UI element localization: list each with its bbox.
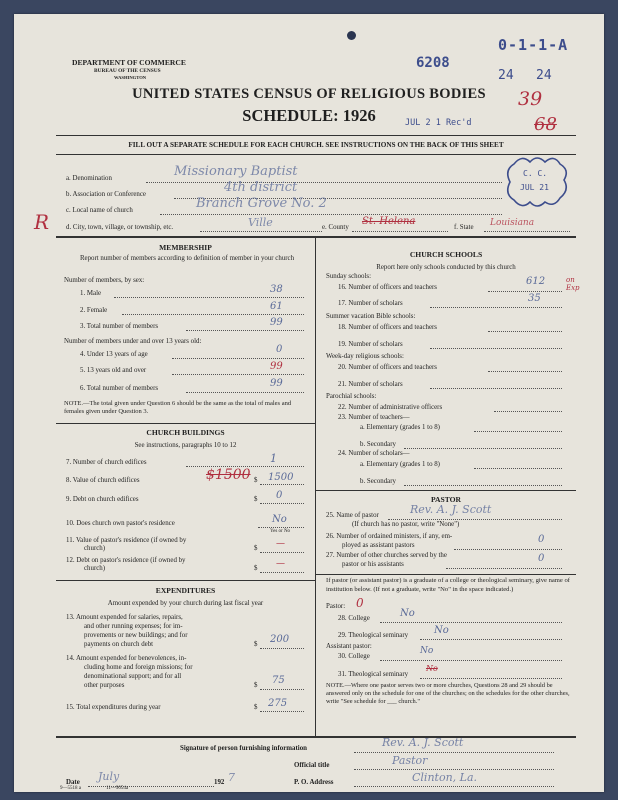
q17-label: 17. Number of scholars (338, 300, 403, 307)
form-number-2: 11—9054a (106, 786, 129, 791)
q12-label-b: church) (84, 565, 106, 572)
local-name-value: Branch Grove No. 2 (196, 196, 327, 211)
rule-top (56, 135, 576, 136)
q25-note: (If church has no pastor, write "None") (352, 521, 460, 528)
q24b-label: b. Secondary (360, 478, 396, 485)
official-title-line (354, 769, 554, 770)
county-value: St. Helena (362, 216, 416, 227)
rule-table-bottom (56, 736, 576, 738)
q12-line (260, 572, 304, 573)
q8-dollar: $ (254, 477, 258, 484)
q20-label: 20. Number of officers and teachers (338, 364, 437, 371)
q23a-line (474, 431, 562, 432)
department-label: DEPARTMENT OF COMMERCE (72, 58, 186, 67)
q13-line-2: and other running expenses; for im- (84, 623, 183, 630)
city-value: Ville (248, 216, 273, 229)
expenditures-intro: Amount expended by your church during last fiscal year (107, 600, 264, 607)
q14-line-4: other purposes (84, 682, 125, 689)
red-number-39: 39 (518, 88, 543, 110)
under-13-value: 0 (276, 344, 283, 355)
sunday-schools-label: Sunday schools: (326, 273, 371, 280)
q12-dollar: $ (254, 565, 258, 572)
po-address-label: P. O. Address (294, 779, 334, 786)
q19-label: 19. Number of scholars (338, 341, 403, 348)
q9-dollar: $ (254, 496, 258, 503)
weekday-schools-label: Week-day religious schools: (326, 353, 404, 360)
q18-label: 18. Number of officers and teachers (338, 324, 437, 331)
summer-schools-label: Summer vacation Bible schools: (326, 313, 416, 320)
q8-label: 8. Value of church edifices (66, 477, 140, 484)
cc-stamp-label: C. C. (523, 169, 548, 178)
pastor-name-value: Rev. A. J. Scott (410, 503, 492, 516)
state-value: Louisiana (490, 218, 535, 228)
over-13-line (172, 374, 304, 375)
expenditures-title: EXPENDITURES (155, 586, 216, 595)
buildings-intro: See instructions, paragraphs 10 to 12 (134, 442, 237, 449)
official-title-value: Pastor (392, 754, 428, 767)
q12-label-a: 12. Debt on pastor's residence (if owned by (66, 557, 186, 564)
q29-value: No (434, 625, 449, 636)
q24-label: 24. Number of scholars— (338, 450, 410, 457)
membership-title: MEMBERSHIP (159, 243, 212, 252)
q10-value: No (272, 514, 287, 525)
schools-side-note: on Exp (566, 276, 580, 292)
buildings-title: CHURCH BUILDINGS (146, 428, 225, 437)
instruction-line: FILL OUT A SEPARATE SCHEDULE FOR EACH CHURCH. SEE INSTRUCTIONS ON THE BACK OF THIS SHEET (128, 141, 504, 149)
q9-value: 0 (276, 490, 283, 501)
q17-line (430, 307, 562, 308)
parochial-schools-label: Parochial schools: (326, 393, 377, 400)
q14-line-1: 14. Amount expended for benevolences, in- (66, 655, 187, 662)
q11-label-a: 11. Value of pastor's residence (if owned by (66, 537, 187, 544)
q22-label: 22. Number of administrative officers (338, 404, 443, 411)
city-label-field: d. City, town, village, or township, etc. (66, 224, 174, 231)
state-label: f. State (454, 224, 474, 231)
date-label: Date (66, 779, 80, 786)
q18-line (488, 331, 562, 332)
q11-line (260, 552, 304, 553)
pair-stamp-left: 24 (498, 68, 514, 83)
q14-line-2: cluding home and foreign missions; for (84, 664, 193, 671)
denomination-label: a. Denomination (66, 175, 112, 182)
q19-line (430, 348, 562, 349)
q22-line (494, 411, 562, 412)
q29-line (420, 639, 562, 640)
received-stamp: JUL 2 1 Rec'd (405, 118, 472, 128)
q15-value: 275 (268, 698, 288, 709)
q11-value: — (276, 539, 285, 549)
q24a-line (474, 468, 562, 469)
city-line (200, 231, 322, 232)
q8-value: 1500 (268, 472, 294, 483)
graduate-note: If pastor (or assistant pastor) is a graduate of a college or theological seminary, give name of institution below. (If not a graduate, write "No" in the space indicated.) (326, 577, 571, 593)
q24a-label: a. Elementary (grades 1 to 8) (360, 461, 440, 468)
assistant-pastor-label: Assistant pastor: (326, 643, 372, 650)
county-line (352, 231, 448, 232)
q29-label: 29. Theological seminary (338, 632, 409, 639)
q10-label: 10. Does church own pastor's residence (66, 520, 175, 527)
q14-value: 75 (272, 675, 285, 686)
q16-label: 16. Number of officers and teachers (338, 284, 437, 291)
signature-line (354, 752, 554, 753)
denomination-line (146, 182, 502, 183)
q23b-label: b. Secondary (360, 441, 396, 448)
q30-label: 30. College (338, 653, 370, 660)
male-label: 1. Male (80, 290, 102, 297)
q21-line (430, 388, 562, 389)
county-label: e. County (322, 224, 349, 231)
q27-label-a: 27. Number of other churches served by the (326, 552, 447, 559)
q31-value: No (426, 664, 438, 673)
q8-old-value: $1500 (206, 467, 251, 483)
q9-label: 9. Debt on church edifices (66, 496, 139, 503)
code-stamp: 0-1-1-A (498, 36, 569, 54)
state-line (484, 231, 570, 232)
association-value: 4th district (224, 180, 298, 195)
q26-value: 0 (538, 534, 545, 545)
q7-value: 1 (270, 452, 277, 465)
q24b-line (404, 485, 562, 486)
q21-label: 21. Number of scholars (338, 381, 403, 388)
pair-stamp-right: 24 (536, 68, 552, 83)
q13-dollar: $ (254, 641, 258, 648)
year-label: 192 (214, 779, 225, 786)
male-value: 38 (270, 284, 283, 295)
schools-title: CHURCH SCHOOLS (409, 250, 483, 259)
q7-label: 7. Number of church edifices (66, 459, 147, 466)
denomination-value: Missionary Baptist (174, 164, 298, 179)
signature-value: Rev. A. J. Scott (382, 736, 464, 749)
punch-hole (347, 31, 356, 40)
q20-line (488, 371, 562, 372)
rule-schools-bottom (315, 490, 576, 491)
city-label: WASHINGTON (114, 75, 147, 80)
date-value: July (98, 770, 120, 783)
total-members-value-3: 99 (270, 317, 283, 328)
q15-line (260, 711, 304, 712)
pastor-title: PASTOR (430, 495, 462, 504)
pastor-mark: 0 (356, 596, 364, 610)
red-r-mark: R (34, 210, 50, 234)
female-line (122, 314, 304, 315)
q15-label: 15. Total expenditures during year (66, 704, 161, 711)
schedule-title: SCHEDULE: 1926 (242, 106, 376, 125)
under-13-label: 4. Under 13 years of age (80, 351, 148, 358)
q13-line-4: payments on church debt (84, 641, 154, 648)
q30-line (380, 660, 562, 661)
association-label: b. Association or Conference (66, 191, 146, 198)
membership-intro: Report number of members according to definition of member in your church (79, 255, 295, 262)
schools-intro: Report here only schools conducted by this church (376, 264, 516, 271)
q23b-line (404, 448, 562, 449)
official-title-label: Official title (294, 762, 330, 769)
year-digit: 7 (228, 771, 235, 784)
under-13-line (172, 358, 304, 359)
q31-line (420, 678, 562, 679)
q27-label-b: pastor or his assistants (342, 561, 404, 568)
po-address-line (354, 786, 554, 787)
total-members-value-6: 99 (270, 378, 283, 389)
over-13-label: 5. 13 years old and over (80, 367, 147, 374)
q26-label-b: ployed as assistant pastors (342, 542, 415, 549)
q23a-label: a. Elementary (grades 1 to 8) (360, 424, 440, 431)
q23-label: 23. Number of teachers— (338, 414, 410, 421)
q16-line (488, 291, 562, 292)
rule-membership-bottom (56, 423, 315, 424)
q27-line (446, 568, 562, 569)
q13-answer-line (260, 648, 304, 649)
female-label: 2. Female (80, 307, 108, 314)
q13-line-1: 13. Amount expended for salaries, repairs, (66, 614, 183, 621)
q13-value: 200 (270, 634, 290, 645)
serial-stamp: 6208 (416, 55, 450, 71)
age-intro: Number of members under and over 13 years old: (64, 338, 202, 345)
female-value: 61 (270, 301, 283, 312)
form-title: UNITED STATES CENSUS OF RELIGIOUS BODIES (132, 86, 486, 102)
cc-stamp-icon (502, 154, 572, 210)
q26-label-a: 26. Number of ordained ministers, if any, em- (326, 533, 453, 540)
members-by-sex-label: Number of members, by sex: (64, 277, 145, 284)
signature-label: Signature of person furnishing information (180, 745, 307, 752)
q14-answer-line (260, 689, 304, 690)
q28-line (380, 622, 562, 623)
total-members-label-3: 3. Total number of members (80, 323, 159, 330)
q30-value: No (420, 646, 434, 656)
form-number: 9—5518 a (60, 786, 81, 791)
q17-value: 35 (528, 293, 541, 304)
rule-pastor-mid (315, 574, 576, 575)
local-name-line (160, 214, 502, 215)
pastor-note: NOTE.—Where one pastor serves two or more churches, Questions 28 and 29 should be answered only on the schedule for one of the churches; on the schedules for the other churches, write "See schedule for ___ church." (326, 682, 570, 705)
rule-buildings-bottom (56, 580, 315, 581)
q10-line (258, 527, 304, 528)
q28-value: No (400, 608, 415, 619)
po-address-value: Clinton, La. (412, 771, 478, 784)
q14-dollar: $ (254, 682, 258, 689)
total-members-line-6 (186, 392, 304, 393)
q16-value: 612 (526, 276, 546, 287)
q27-value: 0 (538, 553, 545, 564)
q9-line (260, 503, 304, 504)
total-members-line-3 (186, 330, 304, 331)
q11-dollar: $ (254, 545, 258, 552)
q31-label: 31. Theological seminary (338, 671, 409, 678)
census-form (14, 14, 604, 792)
q12-value: — (276, 559, 285, 569)
yes-no-hint: Yes or No (270, 529, 291, 534)
column-divider (315, 236, 316, 736)
local-name-label: c. Local name of church (66, 207, 133, 214)
membership-note: NOTE.—The total given under Question 6 should be the same as the total of males and females given under Question 3. (64, 400, 292, 415)
q25-label: 25. Name of pastor (326, 512, 379, 519)
q8-line (260, 484, 304, 485)
q28-label: 28. College (338, 615, 370, 622)
q26-line (454, 549, 562, 550)
pastor-sub-label: Pastor: (326, 603, 346, 610)
q14-line-3: denominational support; and for all (84, 673, 182, 680)
q15-dollar: $ (254, 704, 258, 711)
male-line (114, 297, 304, 298)
bureau-label: BUREAU OF THE CENSUS (94, 68, 161, 74)
rule-instruction (56, 154, 576, 155)
q11-label-b: church) (84, 545, 106, 552)
cc-stamp-date: JUL 21 (520, 183, 549, 192)
q13-line-3: provements or new buildings; and for (84, 632, 188, 639)
over-13-value: 99 (270, 361, 283, 372)
total-members-label-6: 6. Total number of members (80, 385, 159, 392)
rule-table-top (56, 236, 576, 238)
red-number-68: 68 (534, 114, 557, 135)
